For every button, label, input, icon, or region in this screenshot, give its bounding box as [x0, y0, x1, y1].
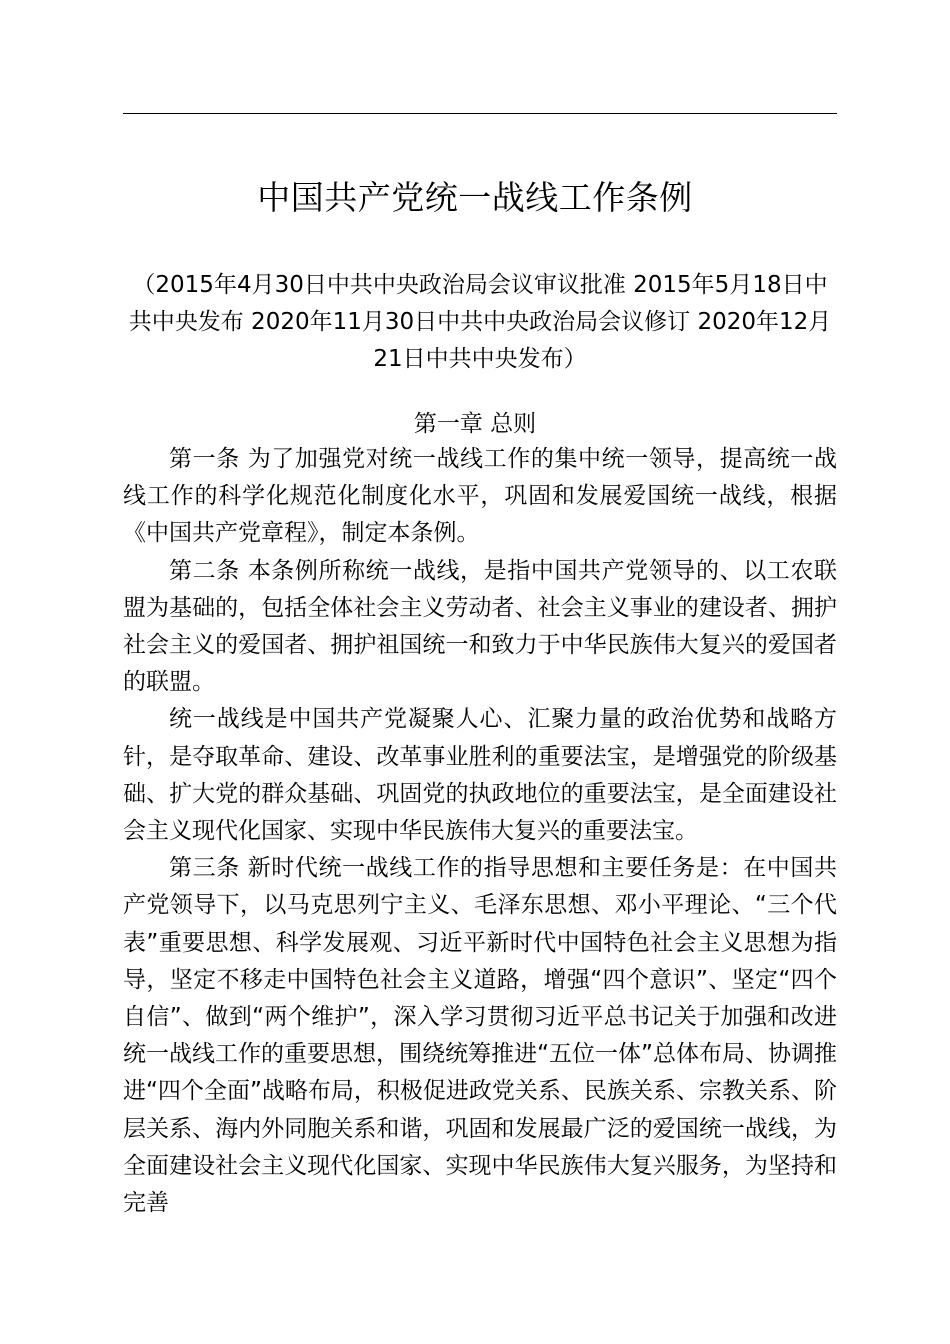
- paragraph-article-1: 第一条 为了加强党对统一战线工作的集中统一领导，提高统一战线工作的科学化规范化制度化水平，巩固和发展爱国统一战线，根据《中国共产党章程》，制定本条例。: [123, 446, 837, 547]
- document-body: [123, 441, 837, 1222]
- chapter-heading: 第一章 总则: [413, 411, 537, 437]
- document-subtitle: （2015年4月30日中共中央政治局会议审议批准 2015年5月18日中共中央发布 2020年11月30日中共中央政治局会议修订 2020年12月21日中共中央发布）: [128, 272, 832, 372]
- paragraph-article-2-continued: 统一战线是中国共产党凝聚人心、汇聚力量的政治优势和战略方针，是夺取革命、建设、改革事业胜利的重要法宝，是增强党的阶级基础、扩大党的群众基础、巩固党的执政地位的重要法宝，是全面建设社会主义现代化国家、实现中华民族伟大复兴的重要法宝。: [123, 706, 837, 845]
- paragraph-article-2: 第二条 本条例所称统一战线，是指中国共产党领导的、以工农联盟为基础的，包括全体社会主义劳动者、社会主义事业的建设者、拥护社会主义的爱国者、拥护祖国统一和致力于中华民族伟大复兴的爱国者的联盟。: [123, 557, 837, 696]
- document-title: 中国共产党统一战线工作条例: [257, 178, 693, 217]
- paragraph-article-3: 第三条 新时代统一战线工作的指导思想和主要任务是：在中国共产党领导下，以马克思列宁主义、毛泽东思想、邓小平理论、“三个代表”重要思想、科学发展观、习近平新时代中国特色社会主义思想为指导，坚定不移走中国特色社会主义道路，增强“四个意识”、坚定“四个自信”、做到“两个维护”，深入学习贯彻习近平总书记关于加强和改进统一战线工作的重要思想，围绕统筹推进“五位一体”总体布局、协调推进“四个全面”战略布局，积极促进政党关系、民族关系、宗教关系、阶层关系、海内外同胞关系和谐，巩固和发展最广泛的爱国统一战线，为全面建设社会主义现代化国家、实现中华民族伟大复兴服务，为坚持和完善: [123, 855, 837, 1217]
- header-rule: [123, 113, 837, 114]
